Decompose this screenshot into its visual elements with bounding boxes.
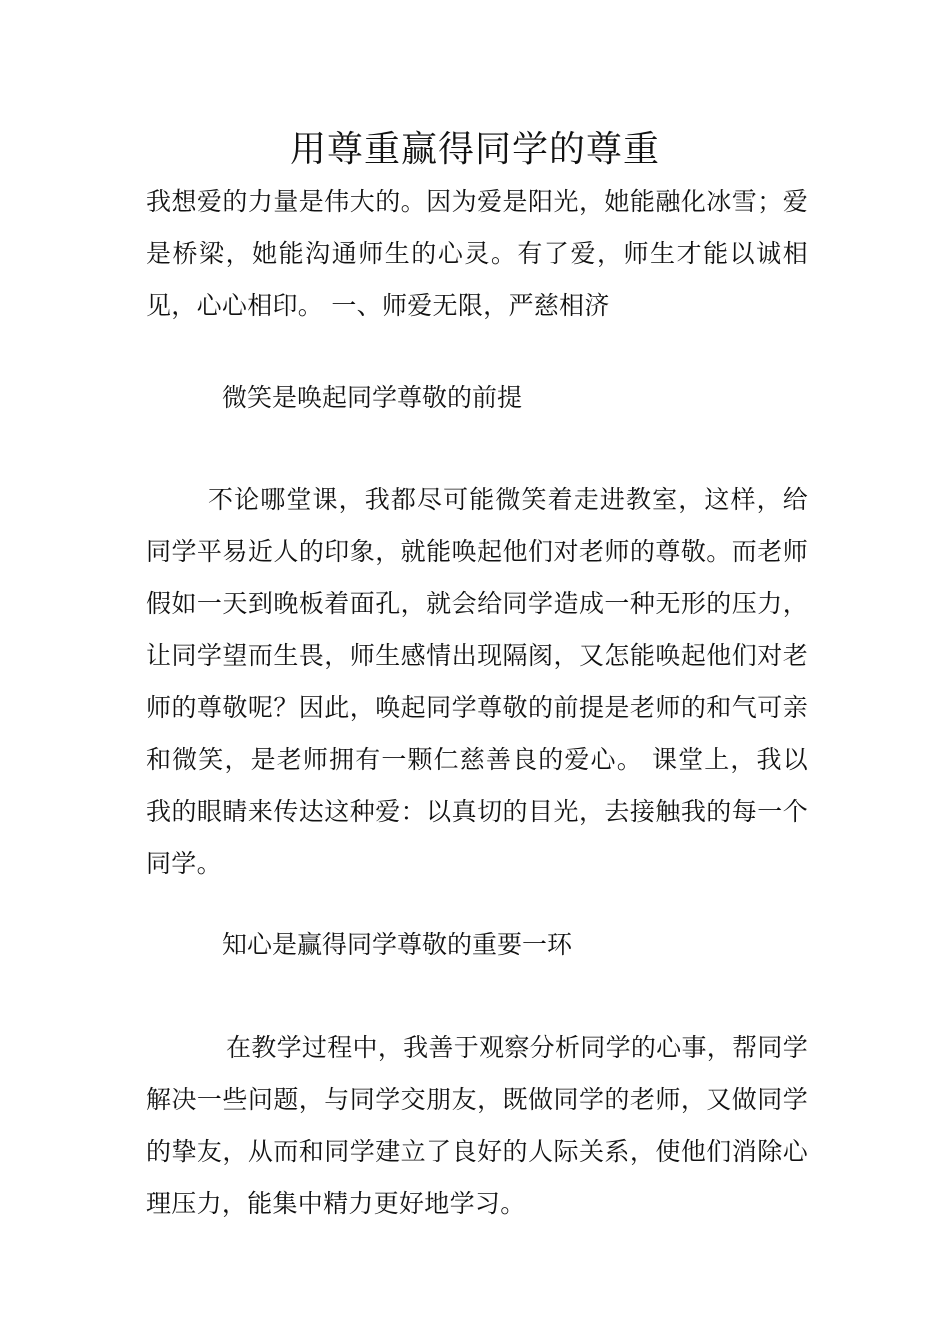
document-title: 用尊重赢得同学的尊重 bbox=[289, 129, 660, 170]
intro-paragraph: 我想爱的力量是伟大的。因为爱是阳光，她能融化冰雪；爱是桥梁，她能沟通师生的心灵。有了爱，师生才能以诚相见，心心相印。 一、师爱无限，严慈相济 bbox=[146, 187, 808, 320]
section-body-heart: 在教学过程中，我善于观察分析同学的心事，帮同学解决一些问题，与同学交朋友，既做同学的老师，又做同学的挚友，从而和同学建立了良好的人际关系，使他们消除心理压力，能集中精力更好地学习。 bbox=[146, 1033, 808, 1218]
section-body-smile: 不论哪堂课，我都尽可能微笑着走进教室，这样，给同学平易近人的印象，就能唤起他们对老师的尊敬。而老师假如一天到晚板着面孔，就会给同学造成一种无形的压力，让同学望而生畏，师生感情出现隔阂，又怎能唤起他们对老师的尊敬呢？因此，唤起同学尊敬的前提是老师的和气可亲和微笑，是老师拥有一颗仁慈善良的爱心。 课堂上，我以我的眼睛来传达这种爱：以真切的目光，去接触我的每一个同学。 bbox=[146, 485, 808, 878]
section-heading-heart: 知心是赢得同学尊敬的重要一环 bbox=[222, 930, 573, 959]
section-heading-smile: 微笑是唤起同学尊敬的前提 bbox=[222, 383, 523, 412]
